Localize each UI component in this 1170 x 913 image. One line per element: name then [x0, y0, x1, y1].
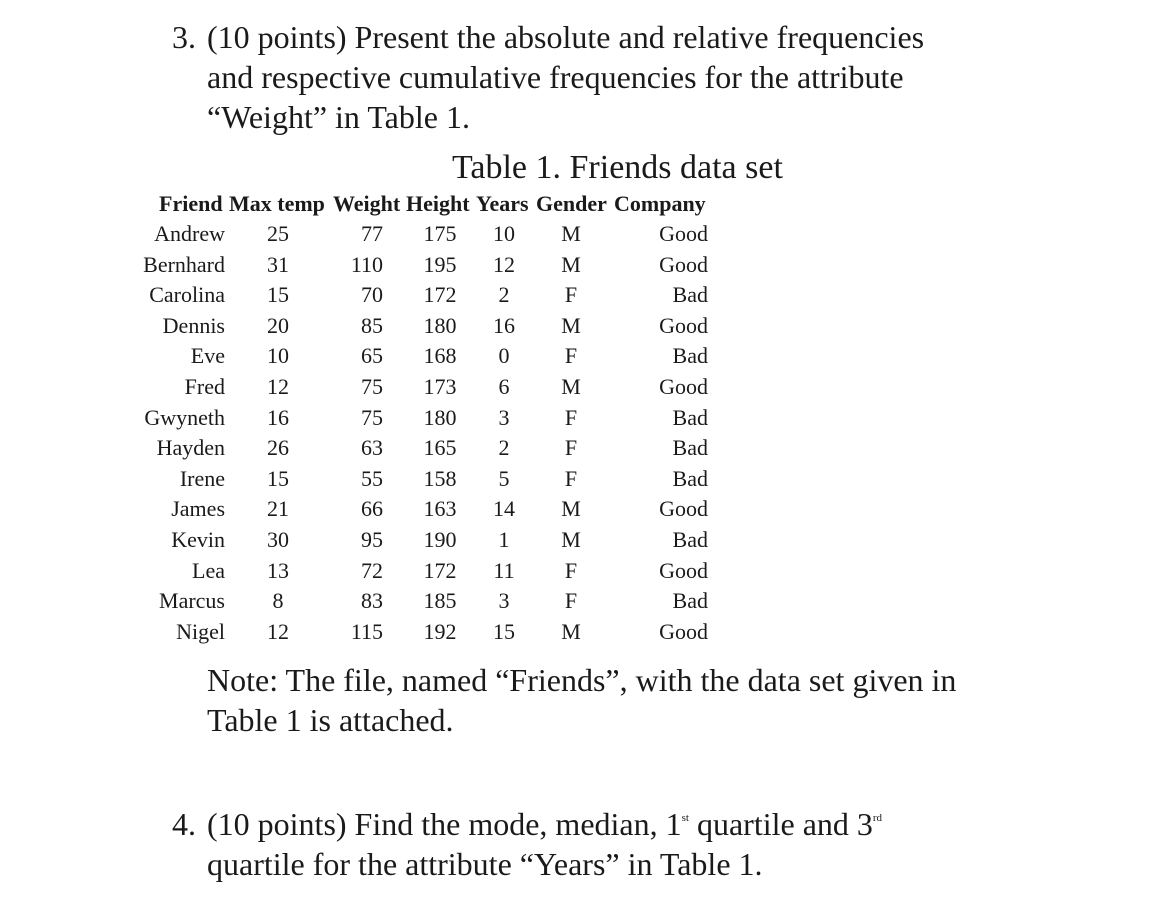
table-cell-friend: Dennis — [162, 312, 225, 338]
table-cell-company: Bad — [672, 343, 708, 369]
table-cell-max-temp: 8 — [272, 588, 284, 614]
table-cell-weight: 85 — [361, 312, 383, 338]
column-header-gender: Gender — [536, 191, 607, 216]
table-cell-years: 10 — [493, 221, 515, 246]
table-cell-max-temp: 25 — [267, 221, 289, 246]
table-cell-gender: M — [561, 374, 581, 399]
table-cell-friend: Marcus — [159, 588, 225, 614]
table-cell-years: 15 — [493, 618, 515, 644]
table-cell-weight: 110 — [350, 251, 383, 277]
table-cell-years: 5 — [498, 465, 510, 491]
column-header-height: Height — [406, 191, 470, 216]
table-cell-weight: 72 — [361, 557, 383, 583]
table-cell-weight: 77 — [361, 221, 383, 246]
table-cell-friend: Lea — [192, 557, 225, 583]
table-cell-friend: Carolina — [149, 282, 225, 308]
table-cell-max-temp: 26 — [267, 435, 289, 461]
table-cell-friend: Gwyneth — [144, 404, 225, 430]
table-cell-friend: James — [171, 496, 225, 522]
question-4-line-2: quartile for the attribute “Years” in Table 1. — [207, 846, 763, 882]
table-cell-max-temp: 12 — [267, 618, 289, 644]
column-header-years: Years — [476, 191, 529, 216]
table-cell-max-temp: 31 — [267, 251, 289, 277]
table-cell-friend: Andrew — [154, 221, 225, 246]
table-cell-friend: Eve — [190, 343, 225, 369]
table-cell-friend: Bernhard — [143, 251, 225, 277]
table-cell-height: 168 — [423, 343, 457, 369]
note-line-2: Table 1 is attached. — [207, 702, 454, 738]
table-cell-height: 195 — [423, 251, 457, 277]
question-3-line-1: (10 points) Present the absolute and relative frequencies — [207, 19, 925, 55]
table-cell-friend: Fred — [184, 374, 225, 399]
table-cell-height: 173 — [423, 374, 457, 399]
table-cell-years: 2 — [498, 282, 510, 308]
column-header-company: Company — [614, 191, 706, 216]
table-cell-friend: Kevin — [171, 527, 225, 552]
table-cell-weight: 66 — [361, 496, 383, 522]
note-line-1: Note: The file, named “Friends”, with the data set given in — [207, 662, 957, 698]
column-header-max-temp: Max temp — [229, 191, 325, 216]
table-cell-max-temp: 13 — [267, 557, 289, 583]
table-cell-gender: M — [561, 221, 581, 246]
table-cell-height: 180 — [423, 312, 457, 338]
table-cell-company: Good — [659, 221, 708, 246]
table-cell-years: 16 — [493, 312, 515, 338]
table-cell-years: 0 — [498, 343, 510, 369]
table-cell-company: Good — [659, 618, 708, 644]
question-3-number: 3. — [172, 19, 196, 55]
table-cell-max-temp: 15 — [267, 282, 289, 308]
table-cell-gender: M — [561, 251, 581, 277]
table-cell-gender: F — [564, 282, 578, 308]
table-cell-max-temp: 20 — [267, 312, 289, 338]
ordinal-st-superscript: st — [681, 812, 689, 824]
question-4-number: 4. — [172, 806, 196, 842]
table-cell-weight: 63 — [361, 435, 383, 461]
table-cell-height: 165 — [423, 435, 457, 461]
table-cell-weight: 70 — [361, 282, 383, 308]
table-cell-max-temp: 16 — [267, 404, 289, 430]
table-cell-height: 190 — [423, 527, 457, 552]
table-cell-max-temp: 10 — [267, 343, 289, 369]
ordinal-rd-superscript: rd — [872, 812, 883, 824]
table-cell-company: Bad — [672, 404, 708, 430]
table-cell-friend: Irene — [179, 465, 225, 491]
table-cell-friend: Hayden — [156, 435, 225, 461]
table-cell-friend: Nigel — [176, 618, 225, 644]
table-cell-company: Bad — [672, 435, 708, 461]
table-cell-weight: 75 — [361, 374, 383, 399]
table-cell-weight: 65 — [361, 343, 383, 369]
table-cell-company: Good — [659, 557, 708, 583]
table-cell-company: Bad — [672, 465, 708, 491]
table-cell-gender: F — [564, 404, 578, 430]
table-cell-weight: 83 — [361, 588, 383, 614]
table-cell-years: 3 — [498, 404, 510, 430]
table-cell-gender: M — [561, 312, 581, 338]
table-cell-years: 3 — [498, 588, 510, 614]
table-cell-gender: M — [561, 527, 581, 552]
question-4-line-1-part-2: quartile and 3 — [688, 806, 873, 842]
table-cell-height: 163 — [423, 496, 457, 522]
table-cell-years: 14 — [493, 496, 515, 522]
table-cell-weight: 55 — [361, 465, 383, 491]
table-cell-gender: F — [564, 343, 578, 369]
table-cell-height: 158 — [423, 465, 457, 491]
question-4-line-1 — [207, 804, 882, 844]
table-cell-years: 6 — [498, 374, 510, 399]
table-cell-weight: 75 — [361, 404, 383, 430]
table-cell-gender: F — [564, 588, 578, 614]
table-cell-height: 185 — [423, 588, 457, 614]
table-cell-max-temp: 21 — [267, 496, 289, 522]
table-cell-years: 12 — [493, 251, 515, 277]
table-cell-company: Bad — [672, 588, 708, 614]
table-cell-years: 11 — [493, 557, 515, 583]
table-caption: Table 1. Friends data set — [452, 149, 783, 186]
question-4-line-1-part-1: (10 points) Find the mode, median, 1 — [207, 806, 682, 842]
table-cell-company: Bad — [672, 282, 708, 308]
table-cell-height: 172 — [423, 282, 457, 308]
table-cell-weight: 95 — [361, 527, 383, 552]
table-cell-max-temp: 12 — [267, 374, 289, 399]
table-cell-weight: 115 — [350, 618, 383, 644]
column-header-friend: Friend — [159, 191, 223, 216]
table-cell-height: 175 — [423, 221, 457, 246]
table-cell-gender: M — [561, 618, 581, 644]
table-cell-years: 1 — [498, 527, 510, 552]
column-header-weight: Weight — [333, 191, 401, 216]
table-cell-height: 192 — [423, 618, 457, 644]
table-cell-gender: F — [564, 557, 578, 583]
table-cell-max-temp: 30 — [267, 527, 289, 552]
table-cell-company: Good — [659, 496, 708, 522]
table-cell-height: 180 — [423, 404, 457, 430]
table-cell-gender: F — [564, 435, 578, 461]
table-cell-max-temp: 15 — [267, 465, 289, 491]
table-cell-company: Bad — [672, 527, 708, 552]
table-cell-gender: F — [564, 465, 578, 491]
question-3-line-2: and respective cumulative frequencies for the attribute — [207, 59, 904, 95]
table-cell-years: 2 — [498, 435, 510, 461]
table-cell-height: 172 — [423, 557, 457, 583]
table-cell-company: Good — [659, 251, 708, 277]
table-cell-company: Good — [659, 312, 708, 338]
question-3-line-3: “Weight” in Table 1. — [207, 99, 470, 135]
table-cell-company: Good — [659, 374, 708, 399]
table-cell-gender: M — [561, 496, 581, 522]
